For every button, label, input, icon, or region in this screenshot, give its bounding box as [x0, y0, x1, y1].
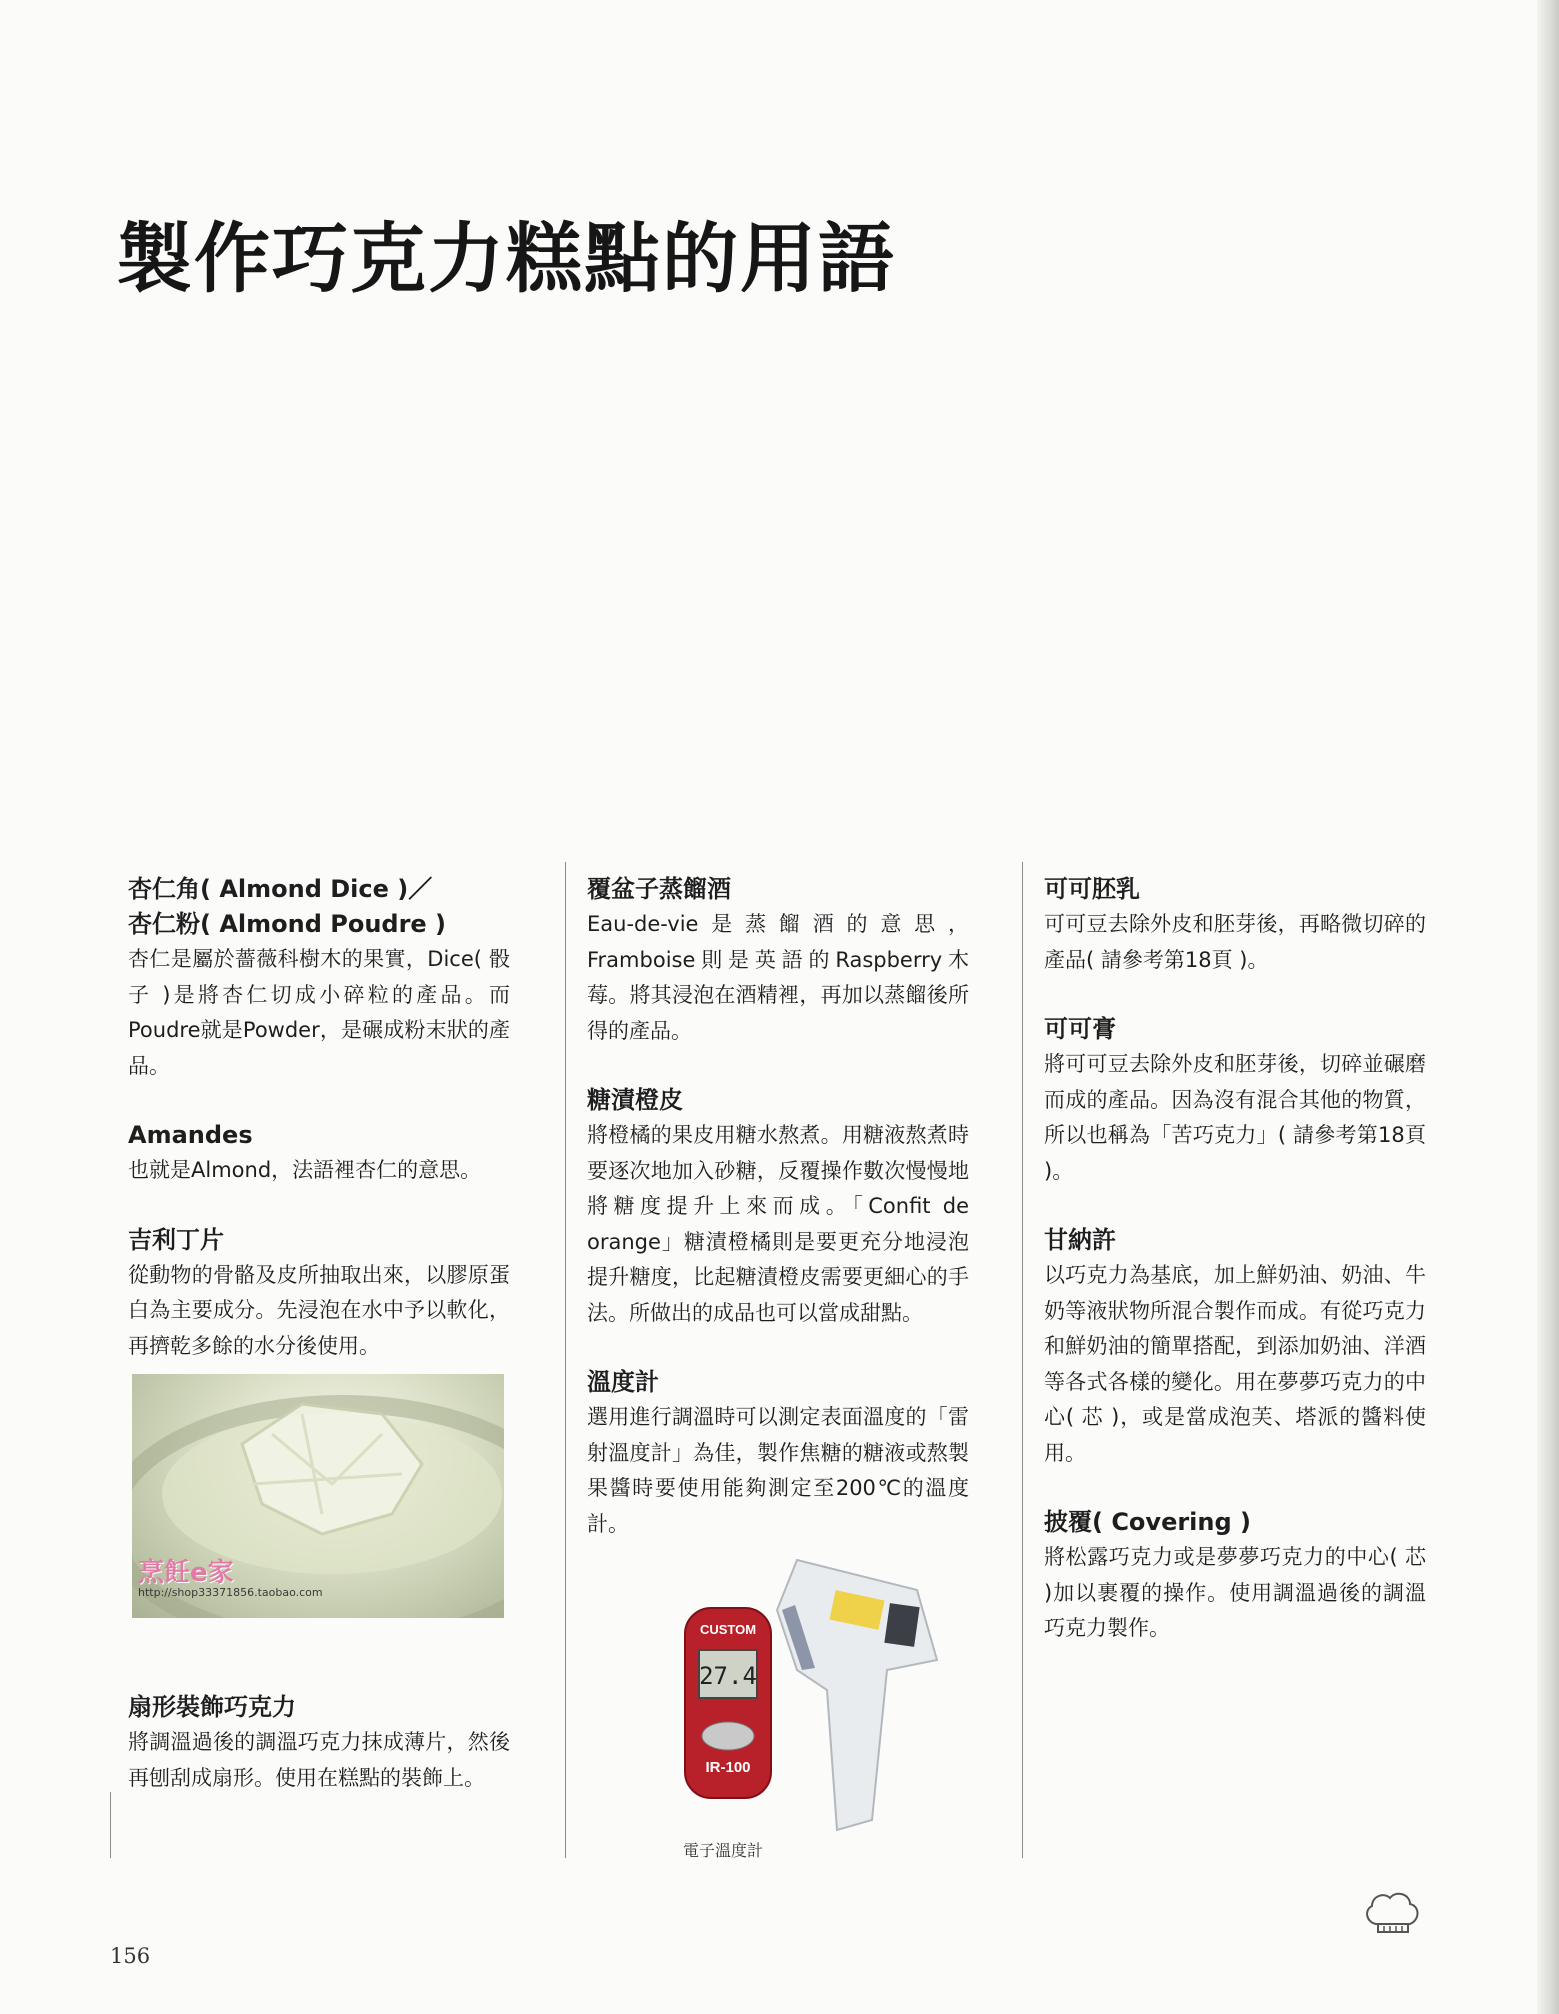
page-title: 製作巧克力糕點的用語	[116, 214, 896, 303]
column-divider	[110, 1792, 111, 1858]
entry-term: 扇形裝飾巧克力	[128, 1693, 296, 1721]
entry-term: 可可胚乳	[1044, 875, 1140, 903]
column-divider	[565, 862, 566, 1858]
thermometer-caption: 電子溫度計	[683, 1841, 764, 1860]
thermometer-illustration	[587, 1550, 967, 1840]
entry-body: 選用進行調溫時可以測定表面溫度的「雷射溫度計」為佳，製作焦糖的糖液或熬製果醬時要使用能夠測定至200℃的溫度計。	[587, 1405, 969, 1536]
thermometer-brand: CUSTOM	[699, 1622, 757, 1637]
entry-term: 杏仁粉( Almond Poudre )	[128, 910, 447, 938]
entry-term: 覆盆子蒸餾酒	[587, 875, 731, 903]
entry-term: 吉利丁片	[128, 1225, 224, 1254]
glossary-entry-cacao-mass	[1044, 1012, 1426, 1189]
entry-body: Eau-de-vie是蒸餾酒的意思，Framboise則是英語的Raspberry木莓。將其浸泡在酒精裡，再加以蒸餾後所得的產品。	[587, 912, 969, 1043]
thermometer-photo	[587, 1550, 967, 1860]
entry-term: 披覆( Covering )	[1044, 1508, 1251, 1536]
entry-body: 以巧克力為基底，加上鮮奶油、奶油、牛奶等液狀物所混合製作而成。有從巧克力和鮮奶油的簡單搭配，到添加奶油、洋酒等各式各樣的變化。用在夢夢巧克力的中心( 芯 )，或是當成泡芙、塔派的醬料使用。	[1044, 1263, 1426, 1465]
entry-term: 甘納許	[1044, 1226, 1116, 1254]
glossary-entry-amandes	[128, 1118, 510, 1189]
thermometer-display: 27.4	[699, 1662, 757, 1690]
entry-body: 杏仁是屬於薔薇科樹木的果實，Dice( 骰子 )是將杏仁切成小碎粒的產品。而Poudre就是Powder，是碾成粉末狀的產品。	[128, 947, 510, 1078]
page-number: 156	[110, 1944, 151, 1968]
glossary-entry-almond	[128, 872, 510, 1084]
glossary-entry-cacao-nibs	[1044, 872, 1426, 978]
entry-term: 溫度計	[587, 1368, 659, 1396]
glossary-column-2	[587, 872, 969, 1860]
entry-body: 將橙橘的果皮用糖水熬煮。用糖液熬煮時要逐次地加入砂糖，反覆操作數次慢慢地將糖度提升上來而成。「Confit de orange」糖漬橙橘則是要更充分地浸泡提升糖度，比起糖漬橙皮需要更細心的手法。所做出的成品也可以當成甜點。	[587, 1123, 969, 1325]
watermark-url: http://shop33371856.taobao.com	[138, 1586, 323, 1599]
entry-body: 將可可豆去除外皮和胚芽後，切碎並碾磨而成的產品。因為沒有混合其他的物質，所以也稱為「苦巧克力」( 請參考第18頁 )。	[1044, 1052, 1426, 1183]
entry-term: 糖漬橙皮	[587, 1086, 683, 1114]
entry-body: 也就是Almond，法語裡杏仁的意思。	[128, 1158, 482, 1182]
chef-hat-icon	[1362, 1890, 1422, 1938]
gelatin-photo	[132, 1374, 504, 1618]
glossary-entry-eau-de-vie	[587, 872, 969, 1049]
glossary-entry-thermometer	[587, 1365, 969, 1542]
glossary-entry-covering	[1044, 1505, 1426, 1647]
entry-body: 將松露巧克力或是夢夢巧克力的中心( 芯 )加以裹覆的操作。使用調溫過後的調溫巧克力製作。	[1044, 1545, 1426, 1640]
entry-term: 杏仁角( Almond Dice )／	[128, 875, 433, 903]
glossary-entry-ganache	[1044, 1223, 1426, 1471]
column-divider	[1022, 862, 1023, 1858]
entry-term: 可可膏	[1044, 1015, 1116, 1043]
entry-body: 從動物的骨骼及皮所抽取出來，以膠原蛋白為主要成分。先浸泡在水中予以軟化，再擠乾多餘的水分後使用。	[128, 1262, 510, 1358]
entry-body: 可可豆去除外皮和胚芽後，再略微切碎的產品( 請參考第18頁 )。	[1044, 912, 1426, 972]
glossary-column-1	[128, 872, 510, 1830]
glossary-column-3	[1044, 872, 1426, 1681]
entry-body: 將調溫過後的調溫巧克力抹成薄片，然後再刨刮成扇形。使用在糕點的裝飾上。	[128, 1730, 510, 1790]
page-edge	[1537, 0, 1559, 2014]
entry-term: Amandes	[128, 1121, 253, 1149]
thermometer-model: IR-100	[705, 1759, 751, 1776]
glossary-entry-gelatin	[128, 1223, 510, 1365]
glossary-entry-candied-peel	[587, 1083, 969, 1331]
watermark-logo: 烹飪e家	[138, 1558, 234, 1588]
glossary-entry-fan-chocolate	[128, 1690, 510, 1796]
